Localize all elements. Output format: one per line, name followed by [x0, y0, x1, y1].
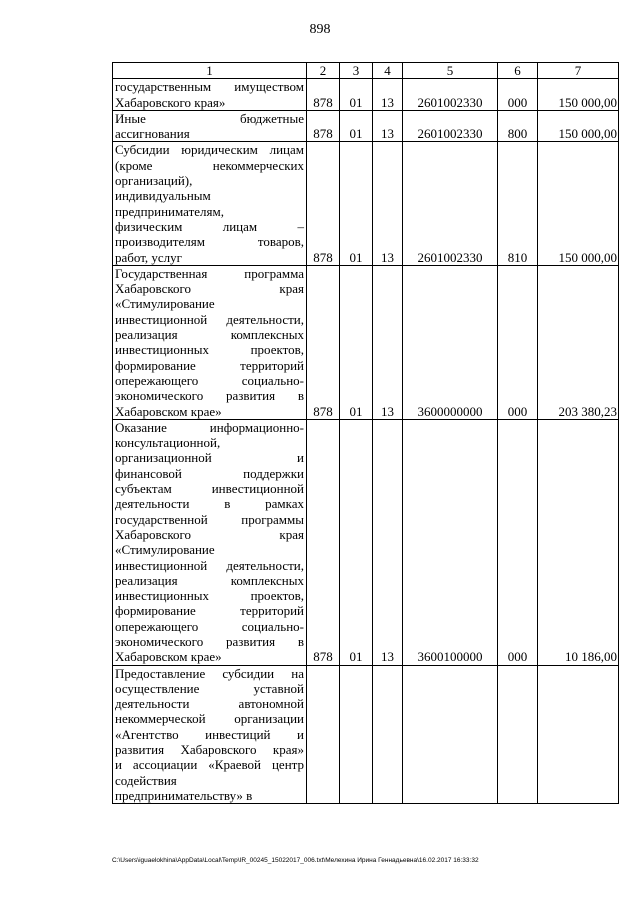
row-name-line: Хабаровского края [115, 526, 304, 542]
row-name-line: содействия [115, 772, 177, 788]
column-header-2: 2 [307, 63, 340, 79]
amount-cell: 150 000,00 [538, 79, 619, 111]
row-name-line: реализация комплексных [115, 572, 304, 588]
row-name-line: «Агентство инвестиций и [115, 726, 304, 742]
section-code-cell: 01 [340, 142, 373, 265]
row-name-line: инвестиционной деятельности, [115, 557, 304, 573]
column-header-1: 1 [113, 63, 307, 79]
table-row [113, 419, 619, 665]
row-name-line: экономического развития в [115, 633, 304, 649]
ministry-code-cell: 878 [307, 419, 340, 665]
row-name-line: некоммерческой организации [115, 711, 304, 727]
target-article-cell: 2601002330 [403, 142, 498, 265]
row-name-line: формирование территорий [115, 603, 304, 619]
ministry-code-cell [307, 665, 340, 804]
row-name-line: деятельности автономной [115, 696, 304, 712]
row-name-cell [113, 665, 307, 804]
row-name-line: экономического развития в [115, 388, 304, 404]
subsection-code-cell [373, 665, 403, 804]
row-name-line: индивидуальным [115, 188, 211, 204]
row-name-line: «Стимулирование [115, 296, 215, 312]
row-name-line: развития Хабаровского края» [115, 742, 304, 758]
expense-type-cell: 000 [498, 265, 538, 419]
subsection-code-cell: 13 [373, 265, 403, 419]
footer-file-path: C:\Users\iguaelokhina\AppData\Local\Temp\IR_00245_15022017_006.txt\Мелехина Ирина Геннадьевна\16.02.2017 16:33:32 [112, 857, 479, 864]
row-name-cell [113, 419, 307, 665]
table-body [113, 79, 619, 804]
expense-type-cell: 000 [498, 79, 538, 111]
row-name-line: формирование территорий [115, 357, 304, 373]
amount-cell: 10 186,00 [538, 419, 619, 665]
row-name-line: физическим лицам – [115, 218, 304, 234]
row-name-line: инвестиционной деятельности, [115, 311, 304, 327]
ministry-code-cell: 878 [307, 265, 340, 419]
row-name-cell [113, 142, 307, 265]
row-name-line: организаций), [115, 173, 193, 189]
section-code-cell [340, 665, 373, 804]
row-name-line: (кроме некоммерческих [115, 157, 304, 173]
row-name-line: Иные бюджетные [115, 110, 304, 126]
expense-type-cell: 810 [498, 142, 538, 265]
row-name-line: реализация комплексных [115, 327, 304, 343]
row-name-cell [113, 110, 307, 142]
section-code-cell: 01 [340, 110, 373, 142]
row-name-line: государственным имуществом [115, 79, 304, 95]
page-number: 898 [309, 22, 331, 37]
column-header-7: 7 [538, 63, 619, 79]
row-name-cell [113, 79, 307, 111]
row-name-line: Хабаровском крае» [115, 649, 222, 665]
row-name-line: опережающего социально- [115, 618, 304, 634]
row-name-line: субъектам инвестиционной [115, 481, 304, 497]
row-name-line: предпринимателям, [115, 203, 224, 219]
row-name-line: деятельности в рамках [115, 496, 304, 512]
section-code-cell: 01 [340, 419, 373, 665]
target-article-cell: 3600100000 [403, 419, 498, 665]
row-name-line: «Стимулирование [115, 542, 215, 558]
subsection-code-cell: 13 [373, 419, 403, 665]
section-code-cell: 01 [340, 265, 373, 419]
section-code-cell: 01 [340, 79, 373, 111]
column-header-5: 5 [403, 63, 498, 79]
row-name-line: работ, услуг [115, 249, 183, 265]
row-name-line: государственной программы [115, 511, 304, 527]
row-name-line: инвестиционных проектов, [115, 342, 304, 358]
ministry-code-cell: 878 [307, 142, 340, 265]
expense-type-cell [498, 665, 538, 804]
subsection-code-cell: 13 [373, 142, 403, 265]
row-name-cell [113, 265, 307, 419]
row-name-line: Хабаровского края» [115, 94, 226, 110]
ministry-code-cell: 878 [307, 110, 340, 142]
row-name-line: опережающего социально- [115, 372, 304, 388]
row-name-line: и ассоциации «Краевой центр [115, 757, 304, 773]
column-header-6: 6 [498, 63, 538, 79]
row-name-line: финансовой поддержки [115, 465, 304, 481]
subsection-code-cell: 13 [373, 110, 403, 142]
header-row [113, 63, 619, 79]
row-name-line: Государственная программа [115, 265, 304, 281]
row-name-line: инвестиционных проектов, [115, 588, 304, 604]
row-name-line: предпринимательству» в [115, 787, 253, 803]
row-name-line: Оказание информационно- [115, 419, 304, 435]
row-name-line: Субсидии юридическим лицам [115, 142, 304, 158]
column-header-3: 3 [340, 63, 373, 79]
table-row [113, 665, 619, 804]
column-header-4: 4 [373, 63, 403, 79]
row-name-line: осуществление уставной [115, 680, 304, 696]
amount-cell: 150 000,00 [538, 142, 619, 265]
target-article-cell: 2601002330 [403, 79, 498, 111]
row-name-line: Хабаровском крае» [115, 403, 222, 419]
row-name-line: Хабаровского края [115, 281, 304, 297]
amount-cell [538, 665, 619, 804]
table-row [113, 142, 619, 265]
table-row [113, 110, 619, 142]
budget-table [112, 62, 619, 804]
row-name-line: консультационной, [115, 435, 221, 451]
subsection-code-cell: 13 [373, 79, 403, 111]
row-name-line: производителям товаров, [115, 234, 304, 250]
amount-cell: 203 380,23 [538, 265, 619, 419]
expense-type-cell: 000 [498, 419, 538, 665]
row-name-line: Предоставление субсидии на [115, 665, 304, 681]
row-name-line: ассигнования [115, 126, 190, 142]
table-row [113, 79, 619, 111]
expense-type-cell: 800 [498, 110, 538, 142]
amount-cell: 150 000,00 [538, 110, 619, 142]
target-article-cell [403, 665, 498, 804]
table-row [113, 265, 619, 419]
ministry-code-cell: 878 [307, 79, 340, 111]
target-article-cell: 3600000000 [403, 265, 498, 419]
target-article-cell: 2601002330 [403, 110, 498, 142]
row-name-line: организационной и [115, 450, 304, 466]
